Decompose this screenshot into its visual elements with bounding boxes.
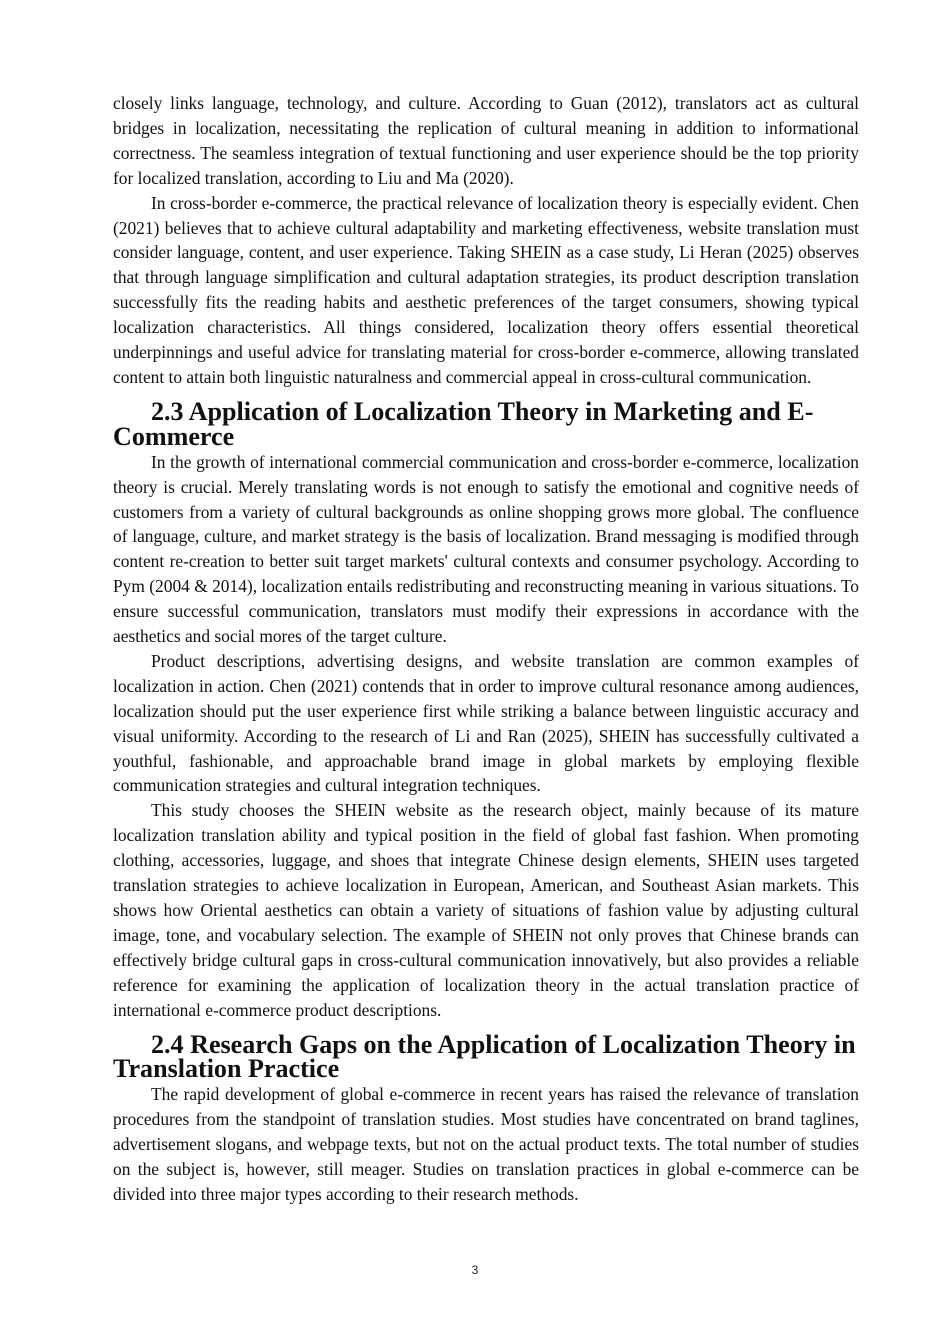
paragraph-2-4-1: The rapid development of global e-commerce in recent years has raised the relevance of translation procedures from the standpoint of translation studies. Most studies have concentrated on brand taglines, advertisement slogans, and webpage texts, but not on the actual product texts. The total number of studies on the subject is, however, still meager. Studies on translation practices in global e-commerce can be divided into three major types according to their research methods. bbox=[113, 1084, 859, 1204]
paragraph-cross-border-ecommerce: In cross-border e-commerce, the practical relevance of localization theory is especially evident. Chen (2021) believes that to achieve cultural adaptability and marketing effectiveness, website translation must consider language, content, and user experience. Taking SHEIN as a case study, Li Heran (2025) observes that through language simplification and cultural adaptation strategies, its product description translation successfully fits the reading habits and aesthetic preferences of the target consumers, showing typical localization characteristics. All things considered, localization theory offers essential theoretical underpinnings and useful advice for translating material for cross-border e-commerce, allowing translated content to attain both linguistic naturalness and commercial appeal in cross-cultural communication. bbox=[113, 192, 859, 387]
paragraph-2-3-3: This study chooses the SHEIN website as the research object, mainly because of its mature localization translation ability and typical position in the field of global fast fashion. When promoting clothing, accessories, luggage, and shoes that integrate Chinese design elements, SHEIN uses targeted translation strategies to achieve localization in European, American, and Southeast Asian markets. This shows how Oriental aesthetics can obtain a variety of situations of fashion value by adjusting cultural image, tone, and vocabulary selection. The example of SHEIN not only proves that Chinese brands can effectively bridge cultural gaps in cross-cultural communication innovatively, but also provides a reliable reference for examining the application of localization theory in the actual translation practice of international e-commerce product descriptions. bbox=[113, 800, 859, 1020]
document-page bbox=[113, 91, 859, 1207]
paragraph-intro-continuation: closely links language, technology, and culture. According to Guan (2012), translators act as cultural bridges in localization, necessitating the replication of cultural meaning in addition to informational correctness. The seamless integration of textual functioning and user experience should be the top priority for localized translation, according to Liu and Ma (2020). bbox=[113, 93, 859, 188]
page-number: 3 bbox=[471, 1263, 479, 1277]
section-heading-2-4: 2.4 Research Gaps on the Application of Localization Theory in Translation Practice bbox=[113, 1029, 856, 1084]
section-heading-2-3: 2.3 Application of Localization Theory in Marketing and E-Commerce bbox=[113, 396, 814, 451]
paragraph-2-3-1: In the growth of international commercial communication and cross-border e-commerce, localization theory is crucial. Merely translating words is not enough to satisfy the emotional and cognitive needs of customers from a variety of cultural backgrounds as online shopping grows more global. The confluence of language, culture, and market strategy is the basis of localization. Brand messaging is modified through content re-creation to better suit target markets' cultural contexts and consumer psychology. According to Pym (2004 & 2014), localization entails redistributing and reconstructing meaning in various situations. To ensure successful communication, translators must modify their expressions in accordance with the aesthetics and social mores of the target culture. bbox=[113, 451, 859, 647]
paragraph-2-3-2: Product descriptions, advertising designs, and website translation are common examples of localization in action. Chen (2021) contends that in order to improve cultural resonance among audiences, localization should put the user experience first while striking a balance between linguistic accuracy and visual uniformity. According to the research of Li and Ran (2025), SHEIN has successfully cultivated a youthful, fashionable, and approachable brand image in global markets by employing flexible communication strategies and cultural integration techniques. bbox=[113, 650, 859, 796]
